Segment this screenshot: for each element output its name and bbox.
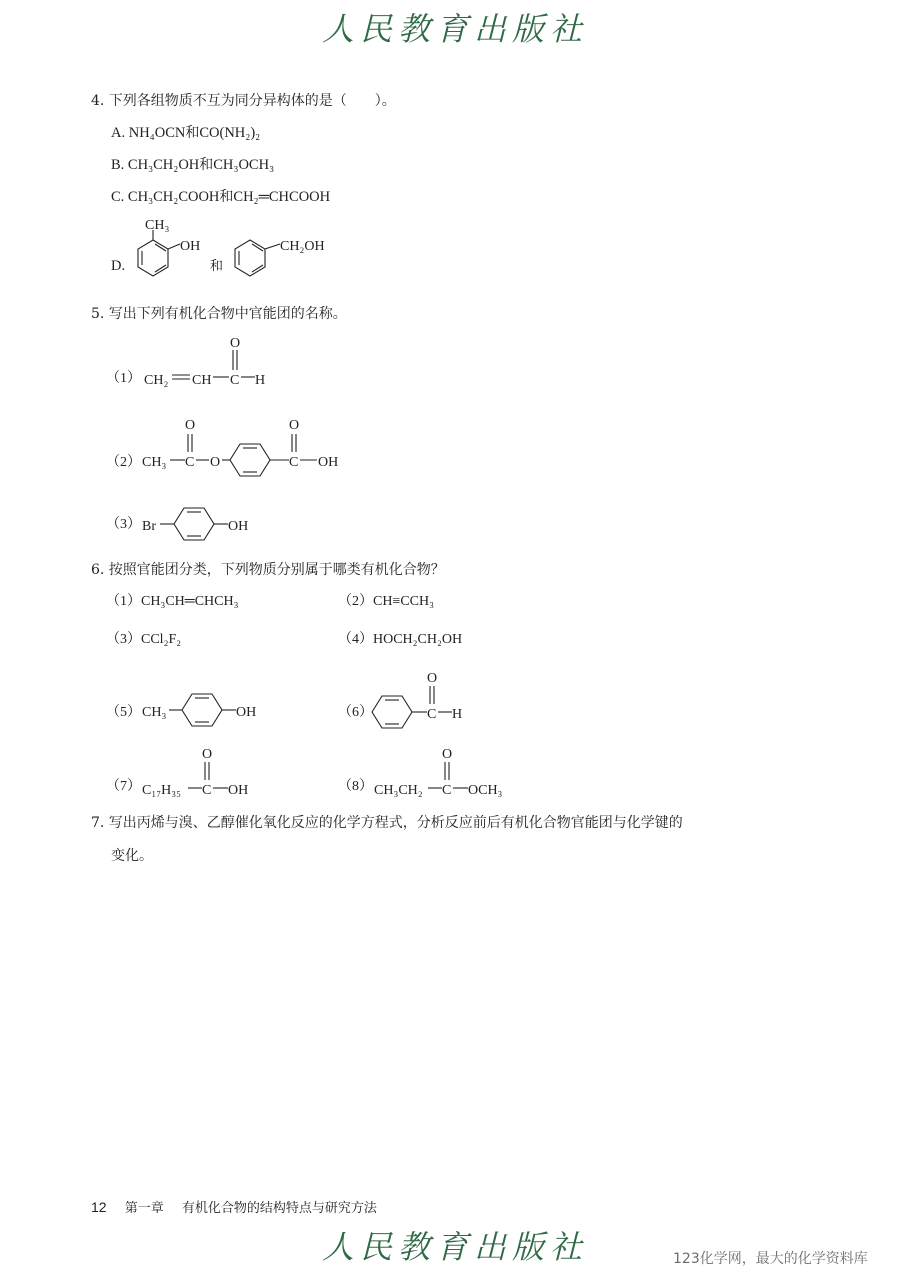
option-label: B. <box>111 157 125 173</box>
q5-item-1 <box>106 330 306 390</box>
q6-item-3 <box>106 628 181 648</box>
benzyl-alcohol-structure <box>235 239 325 276</box>
formula: CH₃OCH₃ <box>213 157 275 173</box>
br-label: Br <box>142 519 156 534</box>
q4-option-b <box>111 154 274 174</box>
o-label: O <box>202 747 213 762</box>
o-label: O <box>427 671 438 686</box>
and-text: 和 <box>199 157 214 173</box>
och3-label: OCH₃ <box>468 783 503 798</box>
and-text: 和 <box>219 189 234 205</box>
item-number: （1） <box>106 371 141 386</box>
h-label: H <box>452 707 463 722</box>
item-number: （8） <box>338 779 373 794</box>
o-label: O <box>289 418 300 433</box>
formula: CO(NH₂)₂ <box>199 125 261 141</box>
oh-label: OH <box>318 455 339 470</box>
h-label: H <box>255 373 266 388</box>
ethyl-label: CH₃CH₂ <box>374 783 423 798</box>
formula: HOCH₂CH₂OH <box>373 632 463 647</box>
item-number: （7） <box>106 779 141 794</box>
oh-label: OH <box>180 239 201 254</box>
item-number: （4） <box>338 632 373 647</box>
item-number: （2） <box>338 594 373 609</box>
publisher-logo-bottom: 人民教育出版社 <box>322 1228 589 1266</box>
formula: NH₄OCN <box>128 125 186 141</box>
question-7-line-2: 变化。 <box>111 848 153 864</box>
c-label: C <box>289 455 299 470</box>
oh-label: OH <box>228 519 249 534</box>
q6-item-5 <box>106 686 286 736</box>
publisher-logo-top: 人民教育出版社 <box>322 10 589 48</box>
formula: CCl₂F₂ <box>141 632 182 647</box>
q6-item-7 <box>106 742 286 802</box>
o-cresol-structure <box>138 218 200 276</box>
q6-item-4 <box>338 628 462 648</box>
c17h35-label: C₁₇H₃₅ <box>142 783 181 798</box>
item-number: （1） <box>106 594 141 609</box>
o-label: O <box>442 747 453 762</box>
and-text: 和 <box>185 125 200 141</box>
option-label: C. <box>111 189 125 205</box>
q4-option-d-label: D. <box>111 258 126 274</box>
option-label: A. <box>111 125 126 141</box>
c-label: C <box>202 783 212 798</box>
q6-item-6 <box>338 668 498 738</box>
chapter-title: 有机化合物的结构特点与研究方法 <box>181 1201 377 1216</box>
q6-item-2 <box>338 590 434 610</box>
item-number: （6） <box>338 705 373 720</box>
question-4-stem: 4. 下列各组物质不互为同分异构体的是（ ）。 <box>91 93 396 109</box>
item-number: （5） <box>106 705 141 720</box>
ch2oh-label: CH₂OH <box>280 239 325 254</box>
and-text: 和 <box>210 259 224 274</box>
c-label: C <box>230 373 240 388</box>
chapter-label: 第一章 <box>124 1201 164 1216</box>
ch2-label: CH₂ <box>144 373 169 388</box>
c-label: C <box>442 783 452 798</box>
page-footer <box>91 1197 377 1216</box>
q4-option-d-structures <box>128 212 368 287</box>
ch-label: CH <box>192 373 212 388</box>
o-label: O <box>230 336 241 351</box>
page-number: 12 <box>91 1199 107 1215</box>
question-7-line-1: 7. 写出丙烯与溴、乙醇催化氧化反应的化学方程式，分析反应前后有机化合物官能团与化学键的 <box>91 815 683 831</box>
c-label: C <box>427 707 437 722</box>
ch3-label: CH₃ <box>145 218 170 233</box>
q5-item-3 <box>106 502 276 547</box>
oh-label: OH <box>228 783 249 798</box>
q6-item-1 <box>106 590 238 610</box>
formula: CH₃CH═CHCH₃ <box>141 594 239 609</box>
q4-option-a <box>111 122 260 142</box>
site-watermark: 123化学网，最大的化学资料库 <box>673 1251 868 1267</box>
ch3-label: CH₃ <box>142 705 167 720</box>
formula: CH₃CH₂COOH <box>127 189 220 205</box>
c-label: C <box>185 455 195 470</box>
question-6-stem: 6. 按照官能团分类，下列物质分别属于哪类有机化合物？ <box>91 562 445 578</box>
question-5-stem: 5. 写出下列有机化合物中官能团的名称。 <box>91 306 347 322</box>
o-label: O <box>185 418 196 433</box>
formula: CH₃CH₂OH <box>127 157 200 173</box>
oh-label: OH <box>236 705 257 720</box>
o-label: O <box>210 455 221 470</box>
ch3-label: CH₃ <box>142 455 167 470</box>
formula: CH₂═CHCOOH <box>233 189 331 205</box>
item-number: （2） <box>106 455 141 470</box>
q6-item-8 <box>338 742 538 802</box>
q5-item-2 <box>106 412 366 482</box>
item-number: （3） <box>106 632 141 647</box>
q4-option-c <box>111 186 330 206</box>
formula: CH≡CCH₃ <box>373 594 435 609</box>
item-number: （3） <box>106 517 141 532</box>
